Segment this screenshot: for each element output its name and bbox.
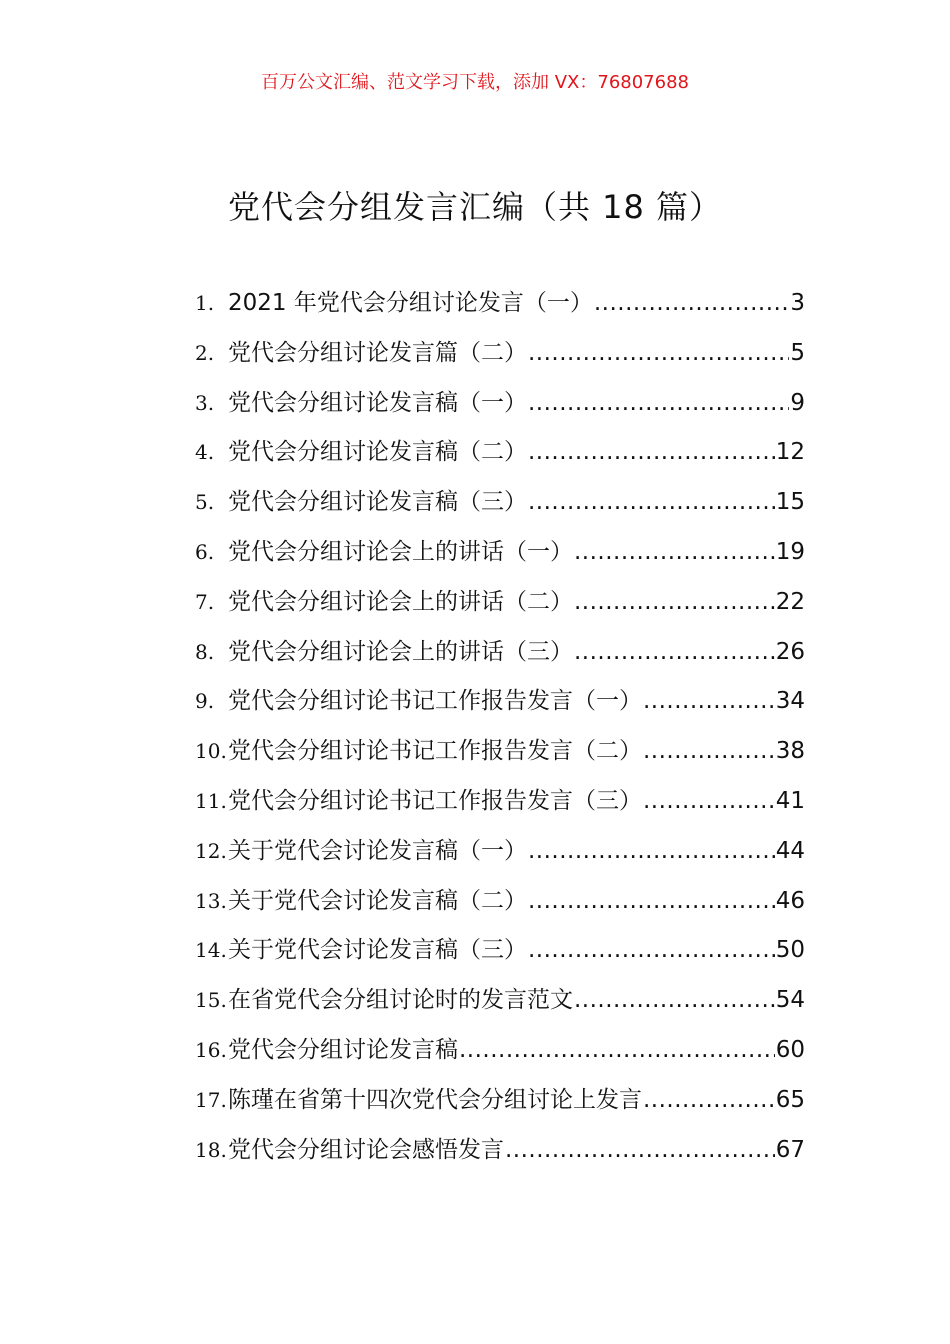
toc-page-number: 34	[775, 688, 805, 715]
toc-entry-8[interactable]	[195, 632, 805, 682]
toc-page-number: 5	[790, 339, 805, 366]
toc-entry-16[interactable]	[195, 1030, 805, 1080]
toc-page-number: 44	[775, 837, 805, 864]
toc-leader-dots	[594, 283, 790, 323]
toc-leader-dots	[574, 582, 775, 622]
toc-page-number: 41	[775, 787, 805, 814]
toc-number: 1.	[195, 291, 215, 315]
toc-entry-4[interactable]	[195, 432, 805, 482]
toc-title: 党代会分组讨论会感悟发言	[228, 1136, 504, 1163]
toc-number: 12.	[195, 838, 227, 863]
toc-leader-dots	[643, 681, 775, 721]
toc-entry-17[interactable]	[195, 1080, 805, 1130]
toc-page-number: 54	[775, 987, 805, 1014]
toc-entry-3[interactable]	[195, 383, 805, 433]
toc-number: 15.	[195, 988, 227, 1013]
toc-entry-11[interactable]	[195, 781, 805, 831]
toc-page-number: 26	[775, 638, 805, 665]
toc-number: 9.	[195, 689, 215, 714]
document-title: 党代会分组发言汇编（共 18 篇）	[227, 188, 723, 226]
toc-entry-18[interactable]	[195, 1130, 805, 1180]
toc-entry-5[interactable]	[195, 482, 805, 532]
toc-title: 党代会分组讨论发言稿（二）	[228, 439, 527, 466]
toc-title: 陈瑾在省第十四次党代会分组讨论上发言	[228, 1086, 642, 1113]
toc-page-number: 19	[775, 538, 805, 565]
toc-page-number: 9	[790, 389, 805, 416]
toc-number: 2.	[195, 340, 215, 365]
toc-leader-dots	[574, 632, 775, 672]
toc-entry-15[interactable]	[195, 980, 805, 1030]
toc-number: 3.	[195, 390, 215, 415]
toc-number: 7.	[195, 589, 215, 614]
toc-number: 14.	[195, 938, 227, 963]
toc-entry-7[interactable]	[195, 582, 805, 632]
toc-number: 13.	[195, 888, 227, 913]
toc-title: 党代会分组讨论发言稿（一）	[228, 389, 527, 416]
toc-leader-dots	[528, 482, 775, 522]
toc-leader-dots	[528, 333, 789, 373]
toc-leader-dots	[528, 930, 775, 970]
toc-leader-dots	[643, 781, 775, 821]
toc-leader-dots	[643, 1080, 775, 1120]
toc-leader-dots	[528, 383, 789, 423]
toc-leader-dots	[528, 831, 775, 871]
toc-entry-1[interactable]	[195, 283, 805, 333]
toc-number: 5.	[195, 490, 215, 515]
toc-leader-dots	[643, 731, 775, 771]
toc-leader-dots	[459, 1030, 775, 1070]
toc-page-number: 38	[775, 738, 805, 765]
toc-entry-10[interactable]	[195, 731, 805, 781]
toc-leader-dots	[505, 1130, 775, 1170]
toc-title: 2021 年党代会分组讨论发言（一）	[228, 290, 593, 316]
toc-title: 关于党代会讨论发言稿（一）	[228, 837, 527, 864]
toc-page-number: 67	[775, 1136, 805, 1163]
table-of-contents	[195, 283, 805, 1179]
toc-number: 8.	[195, 639, 215, 664]
toc-title: 党代会分组讨论发言稿	[228, 1036, 458, 1063]
toc-leader-dots	[528, 432, 775, 472]
toc-title: 党代会分组讨论书记工作报告发言（二）	[228, 738, 642, 765]
toc-page-number: 46	[775, 887, 805, 914]
toc-number: 11.	[195, 788, 227, 813]
toc-title: 关于党代会讨论发言稿（二）	[228, 887, 527, 914]
toc-page-number: 60	[775, 1036, 805, 1063]
toc-leader-dots	[574, 980, 775, 1020]
toc-page-number: 15	[775, 489, 805, 516]
toc-title: 党代会分组讨论会上的讲话（三）	[228, 638, 573, 665]
toc-page-number: 65	[775, 1086, 805, 1113]
toc-title: 党代会分组讨论会上的讲话（二）	[228, 588, 573, 615]
header-note: 百万公文汇编、范文学习下载，添加 VX：76807688	[261, 72, 689, 93]
toc-entry-6[interactable]	[195, 532, 805, 582]
toc-title: 党代会分组讨论发言稿（三）	[228, 489, 527, 516]
toc-title: 党代会分组讨论发言篇（二）	[228, 339, 527, 366]
toc-number: 10.	[195, 739, 227, 764]
toc-entry-14[interactable]	[195, 930, 805, 980]
toc-leader-dots	[528, 881, 775, 921]
toc-page-number: 3	[790, 290, 805, 316]
toc-title: 党代会分组讨论书记工作报告发言（一）	[228, 688, 642, 715]
toc-number: 17.	[195, 1087, 227, 1112]
toc-page-number: 22	[775, 588, 805, 615]
toc-title: 党代会分组讨论书记工作报告发言（三）	[228, 787, 642, 814]
toc-entry-2[interactable]	[195, 333, 805, 383]
toc-title: 党代会分组讨论会上的讲话（一）	[228, 538, 573, 565]
toc-number: 18.	[195, 1137, 227, 1162]
toc-number: 4.	[195, 440, 215, 465]
toc-page-number: 50	[775, 937, 805, 964]
toc-title: 在省党代会分组讨论时的发言范文	[228, 987, 573, 1014]
toc-entry-9[interactable]	[195, 681, 805, 731]
toc-number: 16.	[195, 1037, 227, 1062]
toc-entry-13[interactable]	[195, 881, 805, 931]
toc-leader-dots	[574, 532, 775, 572]
toc-page-number: 12	[775, 439, 805, 466]
toc-entry-12[interactable]	[195, 831, 805, 881]
toc-number: 6.	[195, 539, 215, 564]
toc-title: 关于党代会讨论发言稿（三）	[228, 937, 527, 964]
